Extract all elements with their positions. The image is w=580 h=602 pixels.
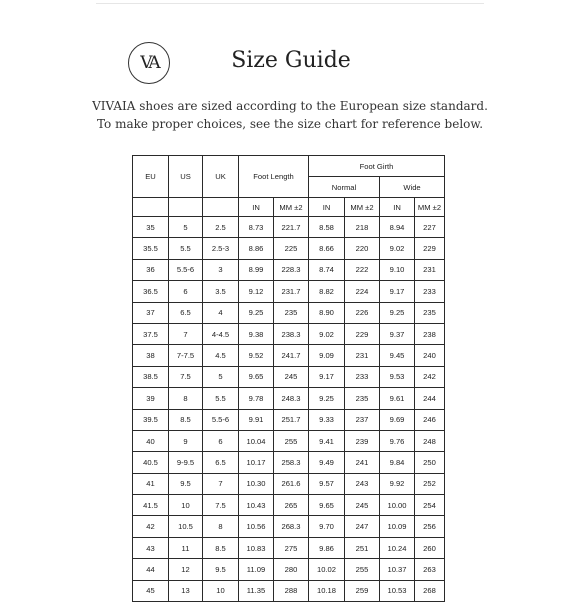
- size-chart-table: [132, 155, 445, 602]
- cell-us: 6: [169, 281, 203, 302]
- cell-length-in: 9.91: [239, 409, 274, 430]
- cell-length-mm: 255: [274, 430, 309, 451]
- cell-wide-mm: 229: [415, 238, 445, 259]
- cell-length-mm: 280: [274, 559, 309, 580]
- cell-length-mm: 251.7: [274, 409, 309, 430]
- cell-wide-mm: 268: [415, 580, 445, 601]
- cell-wide-mm: 250: [415, 452, 445, 473]
- cell-eu: 41: [133, 473, 169, 494]
- cell-wide-mm: 231: [415, 259, 445, 280]
- table-row: [133, 495, 445, 516]
- cell-eu: 43: [133, 537, 169, 558]
- cell-eu: 40: [133, 430, 169, 451]
- header-eu-sub: [133, 198, 169, 217]
- table-row: [133, 452, 445, 473]
- header-us-sub: [169, 198, 203, 217]
- cell-normal-in: 9.57: [309, 473, 345, 494]
- cell-length-mm: 231.7: [274, 281, 309, 302]
- cell-eu: 37.5: [133, 323, 169, 344]
- cell-length-in: 8.99: [239, 259, 274, 280]
- cell-normal-in: 9.65: [309, 495, 345, 516]
- header-eu: EU: [133, 156, 169, 198]
- cell-wide-in: 9.25: [380, 302, 415, 323]
- intro-line: VIVAIA shoes are sized according to the European size standard.: [92, 99, 488, 113]
- cell-uk: 6: [203, 430, 239, 451]
- cell-length-in: 10.04: [239, 430, 274, 451]
- cell-normal-in: 8.82: [309, 281, 345, 302]
- cell-wide-in: 9.61: [380, 388, 415, 409]
- cell-normal-in: 9.09: [309, 345, 345, 366]
- header-normal-mm: MM ±2: [345, 198, 380, 217]
- cell-length-mm: 268.3: [274, 516, 309, 537]
- cell-normal-mm: 231: [345, 345, 380, 366]
- cell-wide-in: 10.00: [380, 495, 415, 516]
- cell-wide-in: 9.45: [380, 345, 415, 366]
- cell-wide-mm: 252: [415, 473, 445, 494]
- cell-us: 9.5: [169, 473, 203, 494]
- cell-wide-in: 9.17: [380, 281, 415, 302]
- cell-wide-in: 9.37: [380, 323, 415, 344]
- cell-wide-mm: 233: [415, 281, 445, 302]
- cell-eu: 44: [133, 559, 169, 580]
- cell-normal-mm: 245: [345, 495, 380, 516]
- cell-length-mm: 225: [274, 238, 309, 259]
- cell-normal-mm: 218: [345, 217, 380, 238]
- cell-length-mm: 248.3: [274, 388, 309, 409]
- cell-normal-in: 9.70: [309, 516, 345, 537]
- cell-length-in: 10.17: [239, 452, 274, 473]
- cell-us: 10: [169, 495, 203, 516]
- cell-eu: 37: [133, 302, 169, 323]
- cell-wide-in: 10.37: [380, 559, 415, 580]
- cell-length-in: 10.30: [239, 473, 274, 494]
- cell-uk: 4.5: [203, 345, 239, 366]
- cell-eu: 38: [133, 345, 169, 366]
- cell-wide-in: 10.09: [380, 516, 415, 537]
- cell-uk: 7: [203, 473, 239, 494]
- cell-uk: 8: [203, 516, 239, 537]
- cell-eu: 40.5: [133, 452, 169, 473]
- cell-wide-in: 9.76: [380, 430, 415, 451]
- cell-eu: 39.5: [133, 409, 169, 430]
- table-row: [133, 430, 445, 451]
- cell-normal-in: 8.58: [309, 217, 345, 238]
- cell-length-in: 9.38: [239, 323, 274, 344]
- table-row: [133, 580, 445, 601]
- table-row: [133, 238, 445, 259]
- cell-normal-mm: 224: [345, 281, 380, 302]
- cell-length-mm: 241.7: [274, 345, 309, 366]
- cell-normal-mm: 239: [345, 430, 380, 451]
- cell-length-mm: 261.6: [274, 473, 309, 494]
- header-us: US: [169, 156, 203, 198]
- cell-wide-in: 9.02: [380, 238, 415, 259]
- cell-length-mm: 228.3: [274, 259, 309, 280]
- cell-normal-mm: 237: [345, 409, 380, 430]
- cell-eu: 42: [133, 516, 169, 537]
- cell-wide-in: 10.24: [380, 537, 415, 558]
- cell-us: 11: [169, 537, 203, 558]
- cell-normal-mm: 233: [345, 366, 380, 387]
- cell-uk: 6.5: [203, 452, 239, 473]
- cell-length-mm: 221.7: [274, 217, 309, 238]
- cell-uk: 5.5-6: [203, 409, 239, 430]
- cell-wide-mm: 240: [415, 345, 445, 366]
- cell-us: 7.5: [169, 366, 203, 387]
- header-wide-in: IN: [380, 198, 415, 217]
- cell-length-in: 10.56: [239, 516, 274, 537]
- cell-uk: 5: [203, 366, 239, 387]
- cell-normal-in: 9.86: [309, 537, 345, 558]
- cell-normal-in: 9.25: [309, 388, 345, 409]
- table-row: [133, 473, 445, 494]
- cell-normal-mm: 243: [345, 473, 380, 494]
- cell-us: 8: [169, 388, 203, 409]
- cell-uk: 7.5: [203, 495, 239, 516]
- cell-us: 5: [169, 217, 203, 238]
- cell-eu: 36: [133, 259, 169, 280]
- cell-uk: 10: [203, 580, 239, 601]
- header-length-mm: MM ±2: [274, 198, 309, 217]
- cell-wide-mm: 238: [415, 323, 445, 344]
- cell-wide-mm: 254: [415, 495, 445, 516]
- cell-normal-in: 10.18: [309, 580, 345, 601]
- cell-wide-in: 9.69: [380, 409, 415, 430]
- cell-wide-mm: 246: [415, 409, 445, 430]
- cell-length-mm: 238.3: [274, 323, 309, 344]
- cell-uk: 4: [203, 302, 239, 323]
- cell-uk: 8.5: [203, 537, 239, 558]
- cell-wide-mm: 260: [415, 537, 445, 558]
- cell-length-in: 8.86: [239, 238, 274, 259]
- cell-length-in: 8.73: [239, 217, 274, 238]
- cell-us: 8.5: [169, 409, 203, 430]
- table-row: [133, 516, 445, 537]
- cell-normal-in: 9.41: [309, 430, 345, 451]
- cell-length-in: 9.12: [239, 281, 274, 302]
- table-row: [133, 537, 445, 558]
- header-length-in: IN: [239, 198, 274, 217]
- table-row: [133, 259, 445, 280]
- logo-monogram: VA: [140, 53, 158, 73]
- cell-wide-mm: 256: [415, 516, 445, 537]
- cell-wide-mm: 263: [415, 559, 445, 580]
- intro-text: [0, 97, 580, 133]
- cell-us: 7-7.5: [169, 345, 203, 366]
- cell-length-mm: 245: [274, 366, 309, 387]
- header-uk-sub: [203, 198, 239, 217]
- table-row: [133, 559, 445, 580]
- cell-length-in: 10.83: [239, 537, 274, 558]
- cell-normal-mm: 235: [345, 388, 380, 409]
- cell-normal-mm: 229: [345, 323, 380, 344]
- cell-normal-in: 9.33: [309, 409, 345, 430]
- cell-uk: 9.5: [203, 559, 239, 580]
- cell-eu: 38.5: [133, 366, 169, 387]
- cell-us: 5.5-6: [169, 259, 203, 280]
- table-row: [133, 217, 445, 238]
- top-divider: [96, 3, 484, 4]
- cell-normal-in: 9.49: [309, 452, 345, 473]
- cell-wide-mm: 235: [415, 302, 445, 323]
- cell-eu: 35: [133, 217, 169, 238]
- size-rows: [133, 217, 445, 602]
- cell-us: 7: [169, 323, 203, 344]
- cell-uk: 3.5: [203, 281, 239, 302]
- cell-length-mm: 235: [274, 302, 309, 323]
- cell-length-in: 11.35: [239, 580, 274, 601]
- cell-us: 12: [169, 559, 203, 580]
- cell-wide-in: 9.92: [380, 473, 415, 494]
- cell-wide-in: 9.53: [380, 366, 415, 387]
- header-wide: Wide: [380, 177, 445, 198]
- header-wide-mm: MM ±2: [415, 198, 445, 217]
- table-row: [133, 302, 445, 323]
- cell-eu: 39: [133, 388, 169, 409]
- cell-uk: 5.5: [203, 388, 239, 409]
- cell-wide-in: 9.84: [380, 452, 415, 473]
- cell-normal-in: 10.02: [309, 559, 345, 580]
- cell-wide-mm: 248: [415, 430, 445, 451]
- cell-wide-in: 9.10: [380, 259, 415, 280]
- cell-length-in: 11.09: [239, 559, 274, 580]
- cell-normal-mm: 251: [345, 537, 380, 558]
- cell-normal-mm: 247: [345, 516, 380, 537]
- cell-wide-mm: 227: [415, 217, 445, 238]
- cell-length-mm: 288: [274, 580, 309, 601]
- page-title: Size Guide: [231, 48, 351, 73]
- table-row: [133, 388, 445, 409]
- cell-normal-mm: 255: [345, 559, 380, 580]
- cell-normal-in: 8.90: [309, 302, 345, 323]
- cell-normal-in: 8.74: [309, 259, 345, 280]
- header-foot-length: Foot Length: [239, 156, 309, 198]
- cell-length-mm: 265: [274, 495, 309, 516]
- cell-normal-mm: 259: [345, 580, 380, 601]
- cell-eu: 45: [133, 580, 169, 601]
- cell-length-in: 9.52: [239, 345, 274, 366]
- cell-length-in: 10.43: [239, 495, 274, 516]
- header-normal: Normal: [309, 177, 380, 198]
- cell-us: 9: [169, 430, 203, 451]
- table-row: [133, 323, 445, 344]
- cell-uk: 3: [203, 259, 239, 280]
- cell-length-in: 9.65: [239, 366, 274, 387]
- cell-uk: 2.5-3: [203, 238, 239, 259]
- cell-wide-mm: 244: [415, 388, 445, 409]
- cell-us: 6.5: [169, 302, 203, 323]
- cell-us: 13: [169, 580, 203, 601]
- cell-uk: 2.5: [203, 217, 239, 238]
- header-normal-in: IN: [309, 198, 345, 217]
- cell-length-mm: 258.3: [274, 452, 309, 473]
- cell-normal-mm: 241: [345, 452, 380, 473]
- cell-uk: 4-4.5: [203, 323, 239, 344]
- table-row: [133, 366, 445, 387]
- table-row: [133, 409, 445, 430]
- cell-length-in: 9.78: [239, 388, 274, 409]
- cell-us: 10.5: [169, 516, 203, 537]
- cell-wide-in: 8.94: [380, 217, 415, 238]
- table-row: [133, 345, 445, 366]
- cell-length-in: 9.25: [239, 302, 274, 323]
- cell-eu: 41.5: [133, 495, 169, 516]
- cell-normal-mm: 222: [345, 259, 380, 280]
- cell-eu: 35.5: [133, 238, 169, 259]
- cell-length-mm: 275: [274, 537, 309, 558]
- cell-normal-mm: 226: [345, 302, 380, 323]
- intro-line: To make proper choices, see the size chart for reference below.: [96, 117, 484, 131]
- cell-wide-mm: 242: [415, 366, 445, 387]
- cell-us: 5.5: [169, 238, 203, 259]
- cell-wide-in: 10.53: [380, 580, 415, 601]
- cell-us: 9-9.5: [169, 452, 203, 473]
- header-uk: UK: [203, 156, 239, 198]
- header-foot-girth: Foot Girth: [309, 156, 445, 177]
- cell-normal-mm: 220: [345, 238, 380, 259]
- cell-normal-in: 9.02: [309, 323, 345, 344]
- cell-normal-in: 9.17: [309, 366, 345, 387]
- cell-normal-in: 8.66: [309, 238, 345, 259]
- cell-eu: 36.5: [133, 281, 169, 302]
- table-row: [133, 281, 445, 302]
